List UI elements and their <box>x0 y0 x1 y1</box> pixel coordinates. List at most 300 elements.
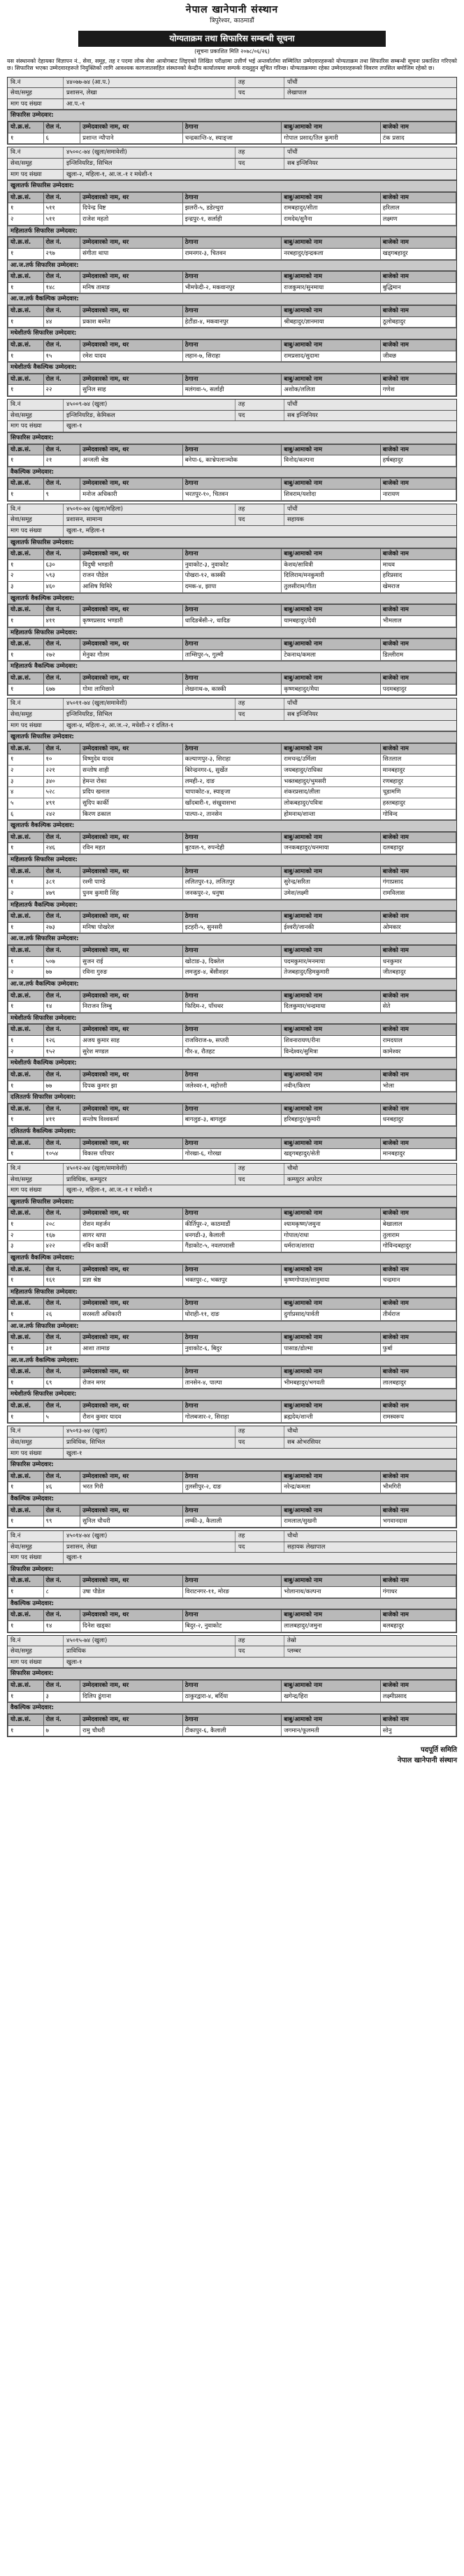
column-header-rank: यो.क्र.सं. <box>8 946 44 957</box>
column-header-grandparent: बाजेको नाम <box>380 1264 456 1275</box>
candidate-table <box>8 945 456 979</box>
column-header-rank: यो.क्र.सं. <box>8 1069 44 1081</box>
cell-parent: गोपाल/राधा <box>282 1230 381 1241</box>
cell-grandparent: टंक प्रसाद <box>380 133 456 144</box>
cell-parent: हरिबहादुर/कुमारी <box>282 1115 381 1126</box>
table-header-row <box>8 1333 456 1344</box>
advertisement-info-row <box>8 147 456 159</box>
column-header-name: उम्मेदवारको नाम, थर <box>80 946 183 957</box>
cell-address: दमक-४, झापा <box>182 582 282 593</box>
column-header-grandparent: बाजेको नाम <box>380 673 456 685</box>
cell-grandparent: बलबहादुर <box>380 1620 456 1632</box>
cell-grandparent: गंगाप्रसाद <box>380 877 456 888</box>
column-header-roll: रोल नं. <box>43 673 80 685</box>
candidate-table <box>8 1400 456 1423</box>
cell-rank: ३ <box>8 776 44 787</box>
cell-name: अजय कुमार साह <box>80 1036 183 1047</box>
cell-rank: १ <box>8 877 44 888</box>
cell-name: गोमा लामिछाने <box>80 684 183 695</box>
column-header-address: ठेगाना <box>182 549 282 560</box>
column-header-address: ठेगाना <box>182 1471 282 1482</box>
cell-rank: ५ <box>8 798 44 809</box>
cell-roll: २४६ <box>43 843 80 854</box>
cell-address: ठाकुरद्वारा-४, बर्दिया <box>182 1691 282 1702</box>
cell-rank: १ <box>8 1482 44 1493</box>
post-label: पद <box>235 710 284 720</box>
column-header-address: ठेगाना <box>182 478 282 490</box>
table-header-row <box>8 1505 456 1516</box>
column-header-name: उम्मेदवारको नाम, थर <box>80 1505 183 1516</box>
cell-parent: अशोक/ललिता <box>282 385 381 396</box>
cell-address: भरतपुर-१०, चितवन <box>182 490 282 501</box>
posts-value: खुला-२, महिला-१, आ.ज.-१ र मधेशी-१ <box>66 1187 153 1194</box>
column-header-parent: बाबु/आमाको नाम <box>282 832 381 843</box>
advertisement-section <box>7 698 457 1161</box>
candidate-table <box>8 122 456 144</box>
cell-name: मनिषा पोखरेल <box>80 922 183 933</box>
post-value: सब इन्जिनियर <box>287 411 318 419</box>
cell-rank: १ <box>8 956 44 967</box>
column-header-parent: बाबु/आमाको नाम <box>282 1367 381 1378</box>
advertisement-info-row <box>8 400 456 411</box>
posts-label: माग पद संख्या <box>8 421 64 432</box>
column-header-grandparent: बाजेको नाम <box>380 272 456 283</box>
column-header-parent: बाबु/आमाको नाम <box>282 1681 381 1692</box>
cell-address: नुवाकोट-६, बिदुर <box>182 1343 282 1354</box>
cell-name: रश्मी पाण्डे <box>80 877 183 888</box>
post-value: सहायक लेखापाल <box>287 1543 326 1551</box>
service-value: प्रशासन, लेखा <box>64 1542 235 1553</box>
cell-name: दिनेश खड्का <box>80 1620 183 1632</box>
cell-name: दिपेन्द्र विष्ट <box>80 203 183 214</box>
cell-rank: १ <box>8 650 44 661</box>
column-header-rank: यो.क्र.सं. <box>8 444 44 455</box>
cell-address: खोटाङ-३, दिक्तेल <box>182 956 282 967</box>
cell-name: सुरेश मण्डल <box>80 1046 183 1058</box>
notice-intro-paragraph: यस संस्थानको देहायका विज्ञापन नं., सेवा, समूह, तह र पदमा लोक सेवा आयोगबाट लिइएको लिखित परीक्षामा उत्तीर्ण भई अन्तर्वार्तामा सम्मिलित उम्मेदवारहरूको योग्यताक्रम तथा सिफारिस सम्बन्धी सूचना प्रकाशित गरिएको छ। सिफारिस भएका उम्मेदवारहरूले नियुक्तिको लागि आवश्यक कागजातसहित संस्थानको केन्द्रीय कार्यालयमा सम्पर्क राख्नुहुन सूचित गरिन्छ। योग्यताक्रममा रहेका उम्मेदवारहरूको विवरण तपसिल बमोजिम रहेको छ। <box>7 57 457 72</box>
cell-grandparent: कामेश्वर <box>380 1046 456 1058</box>
cell-name: सुनिल चौधरी <box>80 1516 183 1528</box>
cell-address: ललितपुर-१३, ललितपुर <box>182 877 282 888</box>
cell-address: झलरी-५, डडेल्धुरा <box>182 203 282 214</box>
column-header-name: उम्मेदवारको नाम, थर <box>80 272 183 283</box>
service-value: इन्जिनियरिङ, केमिकल <box>64 411 235 421</box>
cell-address: टीकापुर-६, कैलाली <box>182 1725 282 1736</box>
cell-name: नविन कार्की <box>80 1241 183 1252</box>
column-header-parent: बाबु/आमाको नाम <box>282 1025 381 1036</box>
column-header-parent: बाबु/आमाको नाम <box>282 1264 381 1275</box>
cell-rank: १ <box>8 490 44 501</box>
table-row <box>8 776 456 787</box>
cell-grandparent: हरिप्रसाद <box>380 571 456 582</box>
advertisement-section <box>7 399 457 502</box>
column-header-address: ठेगाना <box>182 946 282 957</box>
candidate-table <box>8 339 456 362</box>
cell-roll: ५११ <box>43 203 80 214</box>
cell-name: रामु चौधरी <box>80 1725 183 1736</box>
column-header-roll: रोल नं. <box>43 743 80 754</box>
column-header-address: ठेगाना <box>182 1298 282 1310</box>
table-row <box>8 582 456 593</box>
adno-label: वि.नं <box>8 78 64 88</box>
advertisement-info-row <box>8 170 456 181</box>
column-header-name: उम्मेदवारको नाम, थर <box>80 1576 183 1587</box>
column-header-grandparent: बाजेको नाम <box>380 1298 456 1310</box>
candidate-group-title: खुलातर्फ वैकल्पिक उम्मेदवार: <box>8 820 456 832</box>
cell-name: विकास परियार <box>80 1149 183 1160</box>
column-header-grandparent: बाजेको नाम <box>380 946 456 957</box>
column-header-rank: यो.क्र.सं. <box>8 272 44 283</box>
table-row <box>8 967 456 979</box>
cell-rank: २ <box>8 214 44 226</box>
column-header-address: ठेगाना <box>182 1610 282 1621</box>
cell-grandparent: चन्द्रमान <box>380 1275 456 1287</box>
cell-name: किरण ढकाल <box>80 809 183 820</box>
column-header-name: उम्मेदवारको नाम, थर <box>80 832 183 843</box>
candidate-group-title: मधेशीतर्फ सिफारिस उम्मेदवार: <box>8 1013 456 1025</box>
adno-label: वि.नं <box>8 1426 64 1437</box>
column-header-rank: यो.क्र.सं. <box>8 549 44 560</box>
cell-rank: ३ <box>8 1241 44 1252</box>
table-header-row <box>8 1104 456 1115</box>
column-header-roll: रोल नं. <box>43 122 80 133</box>
table-header-row <box>8 1264 456 1275</box>
column-header-grandparent: बाजेको नाम <box>380 306 456 317</box>
posts-value: खुला-४, महिला-२, आ.ज.-२, मधेशी-२ र दलित-१ <box>66 722 174 729</box>
service-value: प्राविधिक <box>64 1646 235 1657</box>
column-header-rank: यो.क्र.सं. <box>8 1610 44 1621</box>
cell-grandparent: भीमलाल <box>380 615 456 627</box>
cell-address: कीर्तिपुर-२, काठमाडौं <box>182 1220 282 1231</box>
column-header-rank: यो.क्र.सं. <box>8 1138 44 1149</box>
table-row <box>8 1377 456 1389</box>
candidate-group-title: महिलातर्फ वैकल्पिक उम्मेदवार: <box>8 661 456 673</box>
column-header-grandparent: बाजेको नाम <box>380 832 456 843</box>
cell-parent: ईश्वरी/जानकी <box>282 922 381 933</box>
cell-name: सन्तोष शाही <box>80 766 183 777</box>
cell-address: लहान-७, सिराहा <box>182 351 282 362</box>
column-header-roll: रोल नं. <box>43 1069 80 1081</box>
column-header-rank: यो.क्र.सं. <box>8 743 44 754</box>
cell-grandparent: पदमबहादुर <box>380 684 456 695</box>
cell-name: रोजन मगर <box>80 1377 183 1389</box>
adno-value: ४५०११-७४ (खुला/समावेशी) <box>64 698 235 709</box>
cell-rank: २ <box>8 1046 44 1058</box>
column-header-name: उम्मेदवारको नाम, थर <box>80 639 183 650</box>
cell-name: विदुषी भण्डारी <box>80 559 183 571</box>
cell-parent: तुलसीराम/गीता <box>282 582 381 593</box>
column-header-rank: यो.क्र.सं. <box>8 1208 44 1220</box>
posts-value: खुला-१ <box>66 1554 82 1562</box>
service-label: सेवा/समूह <box>8 88 64 98</box>
cell-roll: ६७७ <box>43 684 80 695</box>
table-header-row <box>8 832 456 843</box>
table-header-row <box>8 444 456 455</box>
table-row <box>8 684 456 695</box>
candidate-table <box>8 305 456 328</box>
posts-value: आ.प.-१ <box>66 100 85 108</box>
candidate-group-title: सिफारिस उम्मेदवार: <box>8 1668 456 1680</box>
cell-name: राजेश महतो <box>80 214 183 226</box>
column-header-grandparent: बाजेको नाम <box>380 990 456 1002</box>
service-value: प्राविधिक, सिभिल <box>64 1437 235 1448</box>
cell-name: प्रदिप खनाल <box>80 787 183 798</box>
level-value: पाँचौं <box>287 700 298 708</box>
cell-address: धादिङबेंसी-२, धादिङ <box>182 615 282 627</box>
column-header-rank: यो.क्र.सं. <box>8 374 44 385</box>
notice-header <box>7 3 457 28</box>
column-header-address: ठेगाना <box>182 1069 282 1081</box>
cell-address: नुवाकोट-३, नुवाकोट <box>182 559 282 571</box>
cell-grandparent: रामस्वरूप <box>380 1412 456 1423</box>
column-header-grandparent: बाजेको नाम <box>380 1367 456 1378</box>
cell-roll: ६९ <box>43 1377 80 1389</box>
table-header-row <box>8 743 456 754</box>
advertisement-section <box>7 77 457 145</box>
candidate-table <box>8 911 456 933</box>
candidate-group-title: वैकल्पिक उम्मेदवार: <box>8 1493 456 1505</box>
cell-roll: ४११ <box>43 615 80 627</box>
cell-address: भीमफेदी-२, मकवानपुर <box>182 282 282 293</box>
column-header-roll: रोल नं. <box>43 1714 80 1725</box>
cell-parent: जयबहादुर/राधिका <box>282 766 381 777</box>
table-header-row <box>8 1681 456 1692</box>
column-header-parent: बाबु/आमाको नाम <box>282 1576 381 1587</box>
candidate-table <box>8 271 456 293</box>
column-header-parent: बाबु/आमाको नाम <box>282 990 381 1002</box>
table-row <box>8 248 456 259</box>
cell-grandparent: सितलाल <box>380 754 456 766</box>
column-header-roll: रोल नं. <box>43 444 80 455</box>
cell-roll: १० <box>43 754 80 766</box>
cell-rank: ४ <box>8 787 44 798</box>
column-header-parent: बाबु/आमाको नाम <box>282 743 381 754</box>
cell-rank: २ <box>8 967 44 979</box>
posts-label: माग पद संख्या <box>8 170 64 180</box>
cell-parent: दुर्गाप्रसाद/पार्वती <box>282 1310 381 1321</box>
candidate-table <box>8 1714 456 1736</box>
table-row <box>8 877 456 888</box>
service-label: सेवा/समूह <box>8 159 64 169</box>
column-header-roll: रोल नं. <box>43 990 80 1002</box>
column-header-grandparent: बाजेको नाम <box>380 866 456 877</box>
cell-address: तुलसीपुर-२, दाङ <box>182 1482 282 1493</box>
service-label: सेवा/समूह <box>8 710 64 720</box>
advertisement-info-row <box>8 721 456 732</box>
column-header-parent: बाबु/आमाको नाम <box>282 1610 381 1621</box>
cell-parent: ब्रह्मदेव/शान्ती <box>282 1412 381 1423</box>
post-value: प्लम्बर <box>287 1648 301 1655</box>
service-label: सेवा/समूह <box>8 1437 64 1448</box>
notice-title-banner: योग्यताक्रम तथा सिफारिस सम्बन्धी सूचना <box>78 31 386 47</box>
column-header-name: उम्मेदवारको नाम, थर <box>80 1264 183 1275</box>
column-header-address: ठेगाना <box>182 1208 282 1220</box>
column-header-parent: बाबु/आमाको नाम <box>282 306 381 317</box>
candidate-group-title: खुलातर्फ सिफारिस उम्मेदवार: <box>8 537 456 549</box>
cell-grandparent: गोविन्द <box>380 809 456 820</box>
cell-grandparent: लक्ष्मीप्रसाद <box>380 1691 456 1702</box>
candidate-table <box>8 638 456 661</box>
post-value: सब इन्जिनियर <box>287 710 318 718</box>
advertisement-info-row <box>8 1531 456 1542</box>
cell-grandparent: चूडामणि <box>380 787 456 798</box>
adno-value: ४५०१३-७४ (खुला) <box>64 1426 235 1437</box>
cell-rank: १ <box>8 1220 44 1231</box>
service-value: इन्जिनियरिङ, सिभिल <box>64 710 235 720</box>
cell-grandparent: लालबहादुर <box>380 1377 456 1389</box>
column-header-rank: यो.क्र.सं. <box>8 673 44 685</box>
level-value: पाँचौं <box>287 505 298 513</box>
column-header-roll: रोल नं. <box>43 639 80 650</box>
level-label: तह <box>235 1636 284 1646</box>
cell-address: गोलबजार-२, सिराहा <box>182 1412 282 1423</box>
advertisement-info-row <box>8 698 456 710</box>
table-row <box>8 1275 456 1287</box>
cell-rank: १ <box>8 385 44 396</box>
table-row <box>8 1220 456 1231</box>
column-header-roll: रोल नं. <box>43 374 80 385</box>
advertisement-info-row <box>8 99 456 110</box>
cell-parent: श्यामकृष्ण/जमुना <box>282 1220 381 1231</box>
candidate-group-title: मधेशीतर्फ सिफारिस उम्मेदवार: <box>8 1389 456 1400</box>
table-header-row <box>8 478 456 490</box>
adno-value: ४५००९-७४ (खुला) <box>64 400 235 410</box>
table-header-row <box>8 1714 456 1725</box>
column-header-address: ठेगाना <box>182 1138 282 1149</box>
adno-label: वि.नं <box>8 400 64 410</box>
cell-name: रविन महत <box>80 843 183 854</box>
cell-parent: रामदेव/सुनैना <box>282 214 381 226</box>
cell-address: धनगढी-३, कैलाली <box>182 1230 282 1241</box>
column-header-rank: यो.क्र.सं. <box>8 866 44 877</box>
cell-name: आशिष घिमिरे <box>80 582 183 593</box>
column-header-rank: यो.क्र.सं. <box>8 1576 44 1587</box>
candidate-table <box>8 604 456 627</box>
cell-address: राजविराज-७, सप्तरी <box>182 1036 282 1047</box>
cell-grandparent: भीमगिरी <box>380 1482 456 1493</box>
posts-label: माग पद संख्या <box>8 1185 64 1196</box>
cell-roll: ४९१ <box>43 798 80 809</box>
candidate-group-title: खुलातर्फ वैकल्पिक उम्मेदवार: <box>8 1252 456 1264</box>
candidate-group-title: आ.ज.तर्फ वैकल्पिक उम्मेदवार: <box>8 979 456 990</box>
candidate-group-title: आ.ज.तर्फ सिफारिस उम्मेदवार: <box>8 933 456 945</box>
publication-date: (सूचना प्रकाशित मिति २०७८/०६/२६) <box>194 47 270 54</box>
cell-parent: केशव/सावित्री <box>282 559 381 571</box>
column-header-address: ठेगाना <box>182 272 282 283</box>
service-value: प्रशासन, लेखा <box>64 88 235 98</box>
level-value: चौथो <box>287 1164 298 1172</box>
organization-name: नेपाल खानेपानी संस्थान <box>185 4 279 15</box>
cell-roll: ३ <box>43 1691 80 1702</box>
advertisement-info-row <box>8 504 456 515</box>
column-header-address: ठेगाना <box>182 1681 282 1692</box>
cell-roll: ४११ <box>43 1115 80 1126</box>
table-row <box>8 787 456 798</box>
service-label: सेवा/समूह <box>8 1646 64 1657</box>
column-header-name: उम्मेदवारको नाम, थर <box>80 192 183 203</box>
level-label: तह <box>235 400 284 410</box>
cell-parent: शंकरप्रसाद/लीला <box>282 787 381 798</box>
table-header-row <box>8 1298 456 1310</box>
candidate-group-title: खुलातर्फ सिफारिस उम्मेदवार: <box>8 1196 456 1208</box>
cell-parent: विनोद/कल्पना <box>282 455 381 467</box>
column-header-roll: रोल नं. <box>43 1401 80 1412</box>
column-header-name: उम्मेदवारको नाम, थर <box>80 306 183 317</box>
cell-grandparent: मानबहादुर <box>380 766 456 777</box>
cell-grandparent: गणेश <box>380 385 456 396</box>
cell-grandparent: रणबहादुर <box>380 776 456 787</box>
column-header-address: ठेगाना <box>182 743 282 754</box>
candidate-group-title: खुलातर्फ सिफारिस उम्मेदवार: <box>8 180 456 192</box>
column-header-name: उम्मेदवारको नाम, थर <box>80 122 183 133</box>
cell-parent: लोकबहादुर/पवित्रा <box>282 798 381 809</box>
candidate-group-title: वैकल्पिक उम्मेदवार: <box>8 467 456 478</box>
advertisement-info-row <box>8 710 456 721</box>
table-row <box>8 1691 456 1702</box>
advertisement-info-row <box>8 1164 456 1175</box>
table-header-row <box>8 946 456 957</box>
cell-name: सुनिल साह <box>80 385 183 396</box>
cell-rank: १ <box>8 1377 44 1389</box>
advertisement-info-row <box>8 88 456 99</box>
table-row <box>8 1002 456 1013</box>
cell-address: तानसेन-४, पाल्पा <box>182 1377 282 1389</box>
column-header-rank: यो.क्र.सं. <box>8 1681 44 1692</box>
candidate-group-title: महिलातर्फ सिफारिस उम्मेदवार: <box>8 1287 456 1298</box>
column-header-grandparent: बाजेको नाम <box>380 1714 456 1725</box>
table-row <box>8 809 456 820</box>
column-header-grandparent: बाजेको नाम <box>380 1104 456 1115</box>
advertisement-sections <box>7 77 457 1738</box>
table-row <box>8 1149 456 1160</box>
cell-name: रविना गुरुङ <box>80 967 183 979</box>
column-header-grandparent: बाजेको नाम <box>380 1681 456 1692</box>
cell-roll: ५२८ <box>43 787 80 798</box>
table-row <box>8 1343 456 1354</box>
column-header-parent: बाबु/आमाको नाम <box>282 1333 381 1344</box>
level-label: तह <box>235 78 284 88</box>
posts-value: खुला-१ <box>66 1658 82 1666</box>
column-header-name: उम्मेदवारको नाम, थर <box>80 237 183 249</box>
table-row <box>8 214 456 226</box>
footer-committee: पदपूर्ति समिति <box>420 1746 457 1755</box>
cell-roll: ४४ <box>43 316 80 328</box>
cell-roll: २१ <box>43 455 80 467</box>
cell-roll: १६१ <box>43 1275 80 1287</box>
cell-address: बिदुर-२, नुवाकोट <box>182 1620 282 1632</box>
column-header-roll: रोल नं. <box>43 1576 80 1587</box>
cell-name: प्रकाश बस्नेत <box>80 316 183 328</box>
cell-grandparent: जीवछ <box>380 351 456 362</box>
column-header-roll: रोल नं. <box>43 866 80 877</box>
cell-address: कल्याणपुर-३, सिराहा <box>182 754 282 766</box>
column-header-parent: बाबु/आमाको नाम <box>282 192 381 203</box>
column-header-name: उम्मेदवारको नाम, थर <box>80 374 183 385</box>
cell-parent: धर्मराज/शारदा <box>282 1241 381 1252</box>
cell-name: रमेश यादव <box>80 351 183 362</box>
column-header-parent: बाबु/आमाको नाम <box>282 1401 381 1412</box>
column-header-roll: रोल नं. <box>43 946 80 957</box>
level-value: पाँचौं <box>287 78 298 86</box>
cell-address: विराटनगर-११, मोरङ <box>182 1587 282 1598</box>
column-header-name: उम्मेदवारको नाम, थर <box>80 444 183 455</box>
column-header-grandparent: बाजेको नाम <box>380 1576 456 1587</box>
cell-grandparent: खेमराज <box>380 582 456 593</box>
column-header-name: उम्मेदवारको नाम, थर <box>80 1208 183 1220</box>
column-header-name: उम्मेदवारको नाम, थर <box>80 1401 183 1412</box>
table-header-row <box>8 990 456 1002</box>
column-header-name: उम्मेदवारको नाम, थर <box>80 1333 183 1344</box>
